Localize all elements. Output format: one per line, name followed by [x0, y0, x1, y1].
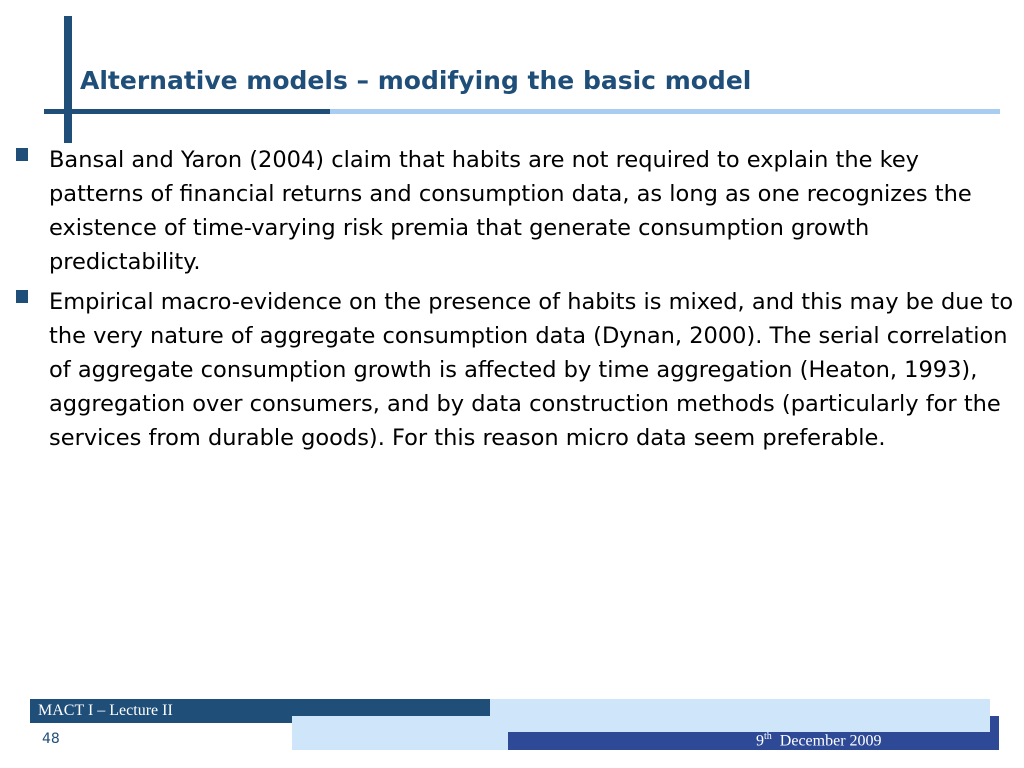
footer-date [756, 731, 882, 750]
bullet-text: Empirical macro-evidence on the presence of habits is mixed, and this may be due to the very nature of aggregate consumption data (Dynan, 2000). The serial correlation of aggregate consumption growth is affected by time aggregation (Heaton, 1993), aggregation over consumers, and by data construction methods (particularly for the services from durable goods). For this reason micro data seem preferable. [49, 289, 1014, 451]
date-suffix: th [764, 731, 772, 742]
bullet-item [14, 143, 1014, 279]
date-rest: December 2009 [779, 732, 882, 750]
bullet-list [14, 143, 1014, 461]
footer-light-bar-top [490, 699, 990, 732]
title-vertical-accent [64, 16, 72, 143]
footer-light-bar-left [292, 716, 508, 750]
title-underline-light [330, 109, 1000, 114]
footer-course-label: MACT I – Lecture II [38, 702, 173, 719]
page-number: 48 [42, 731, 60, 747]
bullet-text: Bansal and Yaron (2004) claim that habits are not required to explain the key patterns of financial returns and consumption data, as long as one recognizes the existence of time-varying risk premia that generate consumption growth predictability. [49, 147, 972, 275]
square-bullet-icon [16, 148, 28, 161]
footer-page-box [30, 723, 292, 750]
date-day: 9 [756, 732, 764, 750]
slide-title: Alternative models – modifying the basic model [80, 66, 752, 95]
title-underline-dark [44, 109, 330, 114]
square-bullet-icon [16, 290, 28, 303]
bullet-item [14, 285, 1014, 455]
